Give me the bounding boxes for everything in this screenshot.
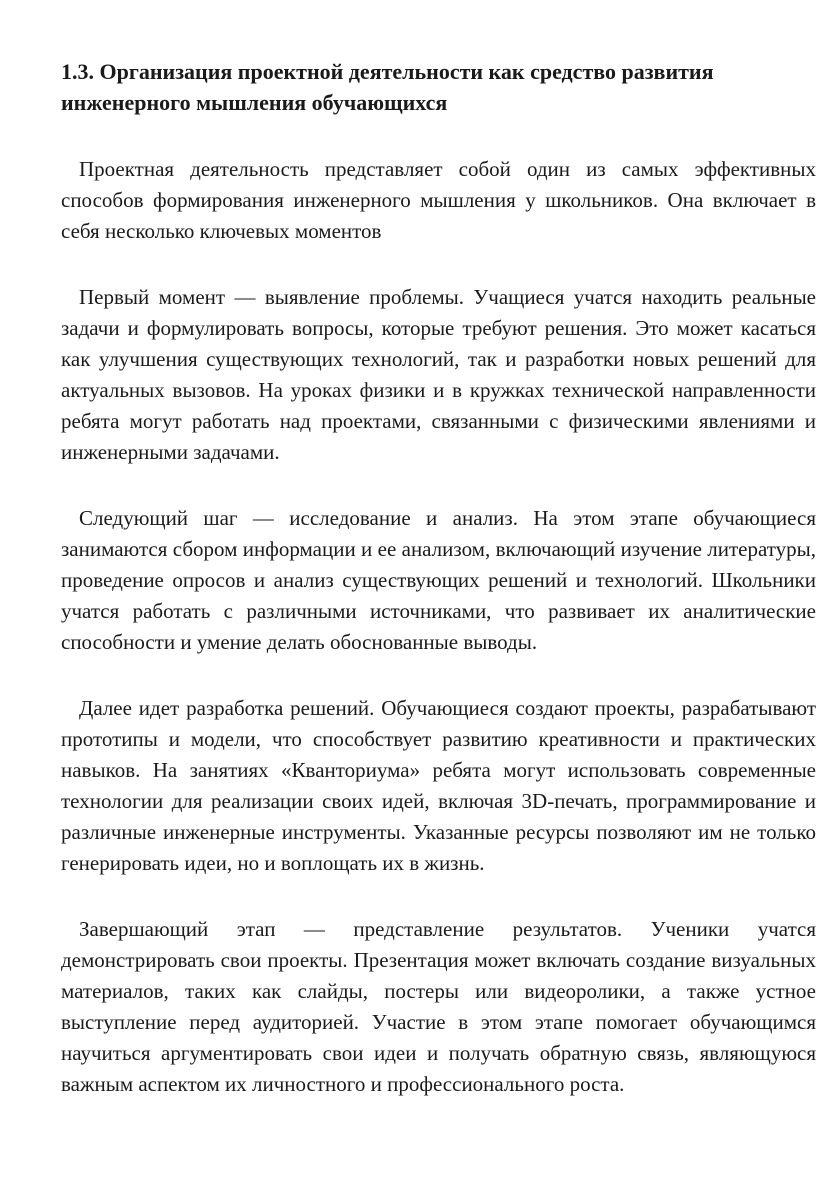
paragraph-results-presentation: Завершающий этап — представление результатов. Ученики учатся демонстрировать свои проекты. Презентация может включать создание визуальных материалов, таких как слайды, постеры или видеоролики, а также устное выступление перед аудиторией. Участие в этом этапе помогает обучающимся научиться аргументировать свои идеи и получать обратную связь, являющуюся важным аспектом их личностного и профессионального роста. (61, 917, 816, 1096)
paragraph-problem-identification: Первый момент — выявление проблемы. Учащиеся учатся находить реальные задачи и формулировать вопросы, которые требуют решения. Это может касаться как улучшения существующих технологий, так и разработки новых решений для актуальных вызовов. На уроках физики и в кружках технической направленности ребята могут работать над проектами, связанными с физическими явлениями и инженерными задачами. (61, 285, 816, 464)
section-heading: 1.3. Организация проектной деятельности как средство развития инженерного мышления обучающихся (61, 59, 714, 115)
document-page (61, 56, 816, 1100)
paragraph-solution-development: Далее идет разработка решений. Обучающиеся создают проекты, разрабатывают прототипы и модели, что способствует развитию креативности и практических навыков. На занятиях «Кванториума» ребята могут использовать современные технологии для реализации своих идей, включая 3D-печать, программирование и различные инженерные инструменты. Указанные ресурсы позволяют им не только генерировать идеи, но и воплощать их в жизнь. (61, 696, 816, 875)
paragraph-intro: Проектная деятельность представляет собой один из самых эффективных способов формирования инженерного мышления у школьников. Она включает в себя несколько ключевых моментов (61, 157, 816, 243)
paragraph-research-analysis: Следующий шаг — исследование и анализ. На этом этапе обучающиеся занимаются сбором информации и ее анализом, включающий изучение литературы, проведение опросов и анализ существующих решений и технологий. Школьники учатся работать с различными источниками, что развивает их аналитические способности и умение делать обоснованные выводы. (61, 506, 816, 654)
